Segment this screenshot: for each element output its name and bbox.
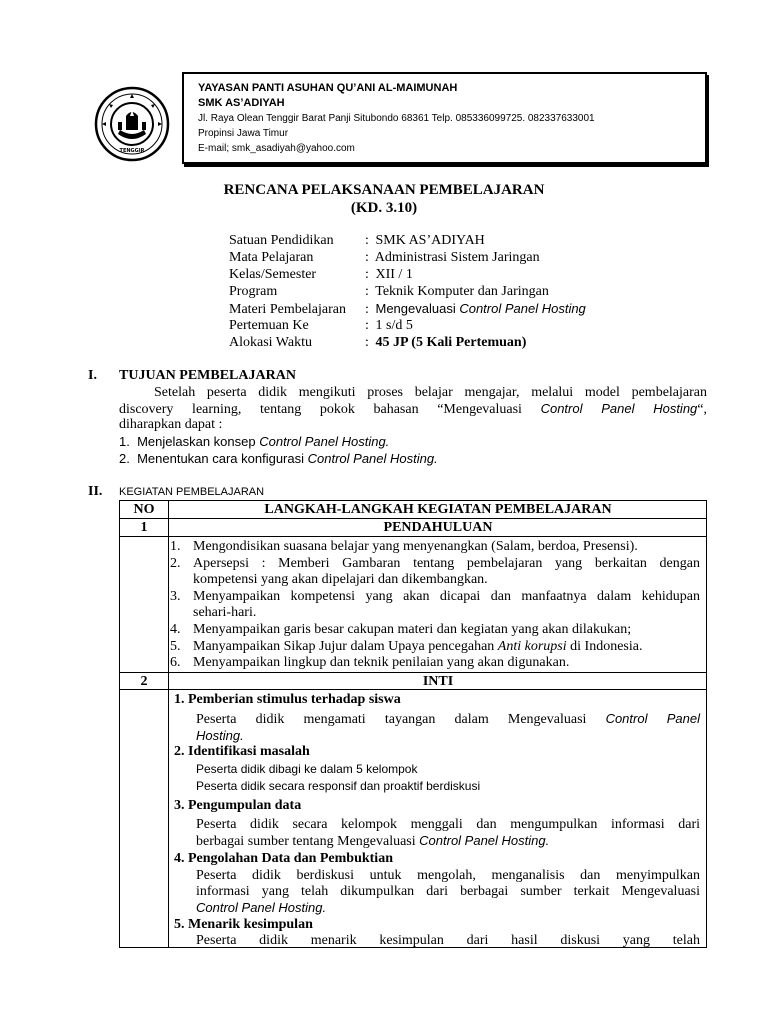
list-item: 3. Menyampaikan kompetensi yang akan dicapai dan manfaatnya dalam kehidupan sehari-hari. xyxy=(170,589,700,620)
school-province: Propinsi Jawa Timur xyxy=(198,128,289,139)
section-paragraph: Setelah peserta didik mengikuti proses belajar mengajar, melalui model pembelajaran xyxy=(154,385,707,400)
table-header-no: NO xyxy=(133,502,155,517)
step-heading: 1. Pemberian stimulus terhadap siswa xyxy=(174,692,401,707)
section-paragraph: diharapkan dapat : xyxy=(119,417,223,432)
school-logo-icon xyxy=(94,86,170,162)
row-title: PENDAHULUAN xyxy=(383,520,493,535)
list-item: 1. Menjelaskan konsep Control Panel Hosting. xyxy=(119,434,390,449)
school-name: SMK AS’ADIYAH xyxy=(198,97,285,109)
org-name: YAYASAN PANTI ASUHAN QU’ANI AL-MAIMUNAH xyxy=(198,82,458,94)
document-subtitle: (KD. 3.10) xyxy=(350,200,418,216)
activity-table: NO LANGKAH-LANGKAH KEGIATAN PEMBELAJARAN 1 PENDAHULUAN 1. Mengondisikan suasana belajar yang menyenangkan (Salam, berdoa, Presensi). 2. Apersepsi : Memberi Gambaran tentang pembelajaran yang berkaitan dengan kompetensi yang akan dipelajari dan dikembangkan. 3. Menyampaikan kompetensi yang akan dicapai dan manfaatnya dalam kehidupan sehari-hari. 4. Menyampaikan garis besar cakupan materi dan kegiatan yang akan dilakukan; 5. Manyampaikan Sikap Jujur dalam Upaya pencegahan Anti korupsi di Indonesia. 6. Menyampaikan lingkup dan teknik penilaian yang akan digunakan. 2 INTI 1. Pemberian stimulus terhadap siswa Peserta didik mengamati tayangan dalam Mengevaluasi Control Panel Hosting. 2. Identifikasi masalah Peserta didik dibagi ke dalam 5 kelompok Peserta didik secara responsif dan proaktif berdiskusi 3. Pengumpulan data Peserta didik secara kelompok menggali dan mengumpulkan informasi dari berbagai sumber tentang Mengevaluasi Control Panel Hosting. 4. Pengolahan Data dan Pembuktian Peserta didik berdiskusi untuk mengolah, menganalisis dan menyimpulkan informasi yang telah dikumpulkan dari berbagai sumber terkait Mengevaluasi Control Panel Hosting. 5. Menarik kesimpulan Peserta didik menarik kesimpulan dari hasil diskusi yang telah xyxy=(119,500,707,948)
step-text: Peserta didik secara kelompok menggali dan mengumpulkan informasi dari berbagai sumber tentang Mengevaluasi Control Panel Hosting. xyxy=(196,817,700,849)
logo-text: TENGGIR xyxy=(119,148,145,154)
list-item: 2. Menentukan cara konfigurasi Control Panel Hosting. xyxy=(119,451,438,466)
identity-row: Pertemuan Ke : 1 s/d 5 xyxy=(229,318,413,333)
step-heading: 3. Pengumpulan data xyxy=(174,798,302,813)
identity-row: Materi Pembelajaran : Mengevaluasi Control Panel Hosting xyxy=(229,301,586,317)
section-title: KEGIATAN PEMBELAJARAN xyxy=(119,486,265,498)
section-number: I. xyxy=(88,368,97,383)
step-text: Peserta didik secara responsif dan proaktif berdiskusi xyxy=(196,779,481,793)
section-paragraph: discovery learning, tentang pokok bahasan “Mengevaluasi Control Panel Hosting“, xyxy=(119,401,707,417)
document-title: RENCANA PELAKSANAAN PEMBELAJARAN xyxy=(223,182,545,198)
letterhead xyxy=(94,72,710,164)
school-email: E-mail; smk_asadiyah@yahoo.com xyxy=(198,143,355,154)
step-text: Peserta didik mengamati tayangan dalam Mengevaluasi Control Panel Hosting. xyxy=(196,711,700,743)
identity-row: Mata Pelajaran : Administrasi Sistem Jaringan xyxy=(229,250,540,265)
step-heading: 2. Identifikasi masalah xyxy=(174,744,310,759)
section-title: TUJUAN PEMBELAJARAN xyxy=(119,368,296,383)
section-number: II. xyxy=(88,484,103,499)
identity-row: Kelas/Semester : XII / 1 xyxy=(229,267,413,282)
identity-row: Satuan Pendidikan : SMK AS’ADIYAH xyxy=(229,233,485,248)
row-number: 2 xyxy=(140,674,148,689)
list-item: 2. Apersepsi : Memberi Gambaran tentang pembelajaran yang berkaitan dengan kompetensi yang akan dipelajari dan dikembangkan. xyxy=(170,556,700,587)
row-number: 1 xyxy=(140,520,148,535)
step-heading: 4. Pengolahan Data dan Pembuktian xyxy=(174,851,393,866)
row-title: INTI xyxy=(422,674,454,689)
step-text: Peserta didik dibagi ke dalam 5 kelompok xyxy=(196,762,418,776)
identity-row: Alokasi Waktu : 45 JP (5 Kali Pertemuan) xyxy=(229,335,527,350)
school-address: Jl. Raya Olean Tenggir Barat Panji Situbondo 68361 Telp. 085336099725. 082337633001 xyxy=(198,113,595,124)
table-header-title: LANGKAH-LANGKAH KEGIATAN PEMBELAJARAN xyxy=(264,502,612,517)
identity-row: Program : Teknik Komputer dan Jaringan xyxy=(229,284,549,299)
step-text: Peserta didik menarik kesimpulan dari hasil diskusi yang telah xyxy=(196,933,700,948)
step-text: Peserta didik berdiskusi untuk mengolah, menganalisis dan menyimpulkan informasi yang telah dikumpulkan dari berbagai sumber terkait Mengevaluasi Control Panel Hosting. xyxy=(196,868,700,915)
step-heading: 5. Menarik kesimpulan xyxy=(174,917,313,932)
